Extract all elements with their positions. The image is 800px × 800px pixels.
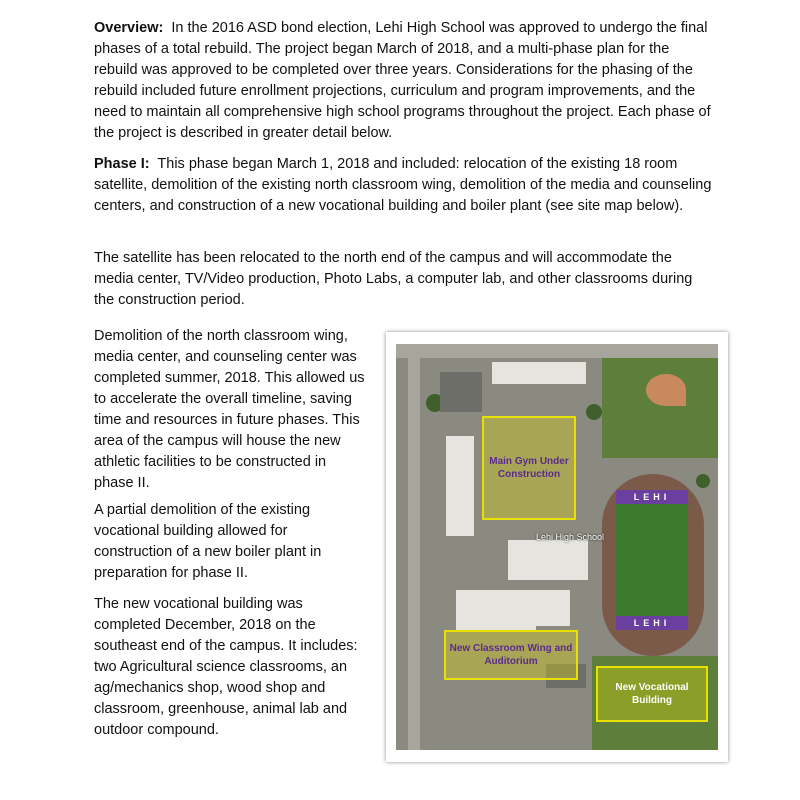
school-label: Lehi High School [536, 532, 605, 542]
east-building [510, 590, 570, 626]
football-field [616, 504, 688, 630]
south-endzone: LEHI [616, 616, 688, 630]
site-map-figure [386, 332, 728, 762]
demolition-paragraph: Demolition of the north classroom wing, media center, and counseling center was completed summer, 2018. This allowed us to accelerate the overall timeline, saving time and resources in future phases. This area of the campus will house the new athletic facilities to be constructed in phase II. [94, 328, 365, 491]
west-road [408, 344, 420, 750]
overview-text: In the 2016 ASD bond election, Lehi High School was approved to undergo the final phases of a total rebuild. The project began March of 2018, and a multi-phase plan for the rebuild was approved to be completed over three years. Considerations for the phasing of the rebuild included future enrollment projections, curriculum and program improvements, and the need to maintain all comprehensive high school programs throughout the project. Each phase of the project is described in greater detail below. [94, 20, 711, 141]
overview-heading: Overview: [94, 20, 164, 36]
phase1-heading: Phase I: [94, 156, 150, 172]
north-road [396, 344, 718, 358]
baseball-diamond [646, 374, 686, 406]
main-building [508, 540, 588, 580]
overview-paragraph [94, 18, 714, 144]
main-gym-zone: Main Gym Under Construction [482, 416, 576, 520]
site-map-aerial [396, 344, 718, 750]
church-building [440, 372, 482, 412]
vocational-building-zone: New Vocational Building [596, 666, 708, 722]
partial-demolition-paragraph: A partial demolition of the existing vocational building allowed for construction of a new boiler plant in preparation for phase II. [94, 502, 322, 581]
satellite-paragraph: The satellite has been relocated to the north end of the campus and will accommodate the media center, TV/Video production, Photo Labs, a computer lab, and other classrooms during the construction period. [94, 250, 693, 308]
tree [696, 474, 710, 488]
practice-field [602, 358, 718, 458]
tree [586, 404, 602, 420]
vocational-paragraph: The new vocational building was completed December, 2018 on the southeast end of the campus. It includes: two Agricultural science classrooms, an ag/mechanics shop, wood shop and classroom, greenhouse, animal lab and outdoor compound. [94, 596, 358, 738]
north-building [446, 436, 474, 536]
north-endzone: LEHI [616, 490, 688, 504]
classroom-wing-zone: New Classroom Wing and Auditorium [444, 630, 578, 680]
satellite-building [492, 362, 586, 384]
phase1-text: This phase began March 1, 2018 and included: relocation of the existing 18 room satellite, demolition of the existing north classroom wing, demolition of the media and counseling centers, and construction of a new vocational building and boiler plant (see site map below). [94, 156, 712, 214]
phase1-paragraph [94, 154, 714, 217]
